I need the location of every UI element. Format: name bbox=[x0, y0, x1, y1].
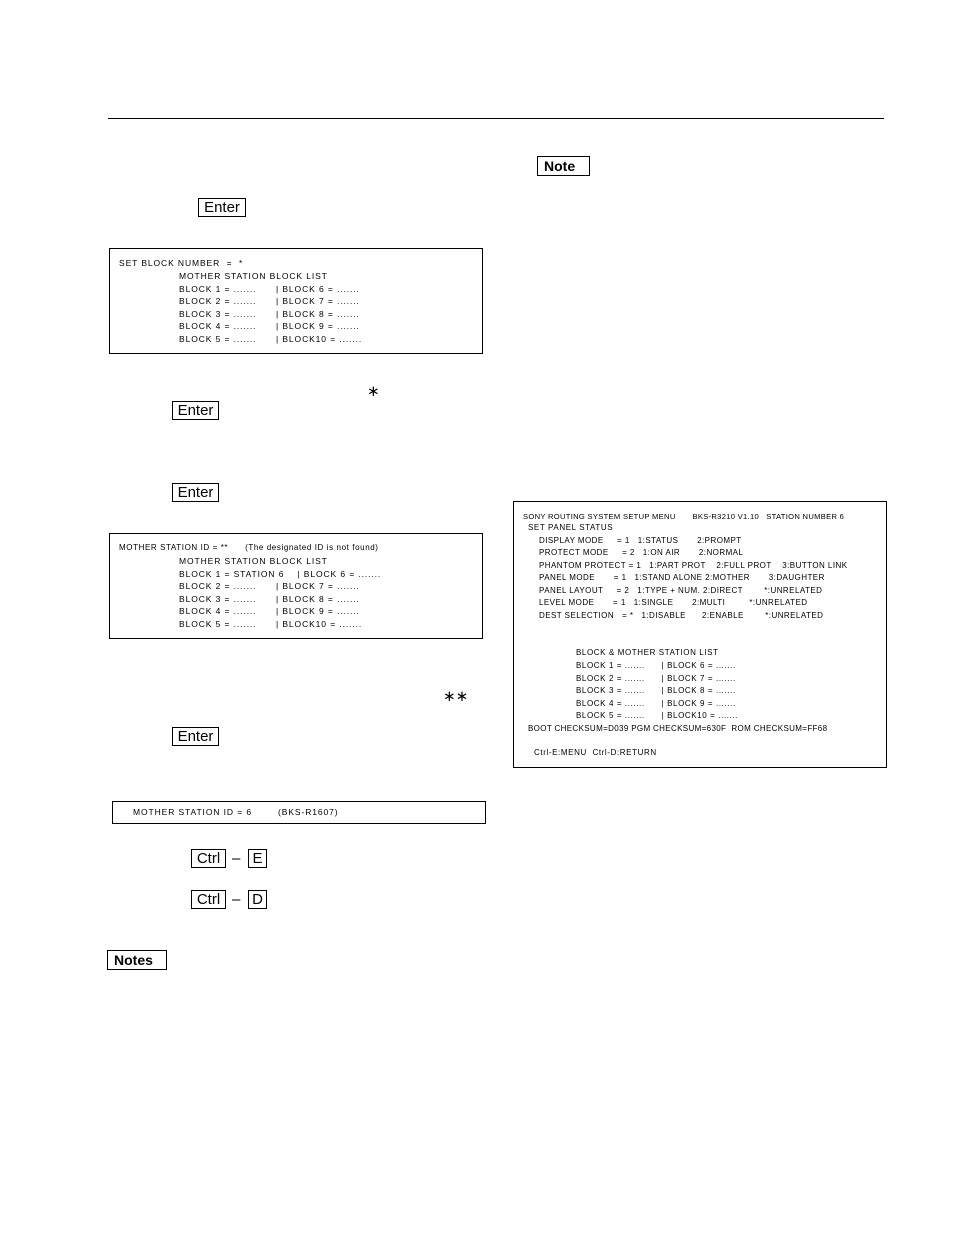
screen-line: SET BLOCK NUMBER = * bbox=[119, 258, 244, 268]
key-combo-dash: – bbox=[232, 891, 241, 908]
screen-line: BLOCK 1 = ....... | BLOCK 6 = ....... bbox=[179, 284, 360, 294]
screen-line: BLOCK 4 = ....... | BLOCK 9 = ....... bbox=[179, 606, 360, 616]
screen-line: PROTECT MODE = 2 1:ON AIR 2:NORMAL bbox=[539, 548, 744, 557]
notes-label: Notes bbox=[107, 950, 167, 970]
screen-line: BLOCK 2 = ....... | BLOCK 7 = ....... bbox=[179, 581, 360, 591]
screen-line: BLOCK 5 = ....... | BLOCK10 = ....... bbox=[179, 619, 363, 629]
screen-line: PANEL LAYOUT = 2 1:TYPE + NUM. 2:DIRECT *:UNRELATED bbox=[539, 586, 823, 595]
header-rule bbox=[108, 118, 884, 119]
asterisk-symbol: ∗ bbox=[367, 382, 380, 400]
screen-line: BLOCK 2 = ....... | BLOCK 7 = ....... bbox=[179, 296, 360, 306]
screen-line: BLOCK 3 = ....... | BLOCK 8 = ....... bbox=[179, 594, 360, 604]
screen-line: MOTHER STATION ID = 6 (BKS-R1607) bbox=[133, 807, 339, 817]
enter-key: Enter bbox=[198, 198, 246, 217]
enter-key: Enter bbox=[172, 401, 219, 420]
screen-line: MOTHER STATION BLOCK LIST bbox=[179, 271, 328, 281]
screen-line: BLOCK 2 = ....... | BLOCK 7 = ....... bbox=[576, 674, 736, 683]
screen-line: BLOCK 4 = ....... | BLOCK 9 = ....... bbox=[576, 699, 736, 708]
screen-line: BLOCK 3 = ....... | BLOCK 8 = ....... bbox=[576, 686, 736, 695]
screen-line: LEVEL MODE = 1 1:SINGLE 2:MULTI *:UNRELATED bbox=[539, 598, 808, 607]
screen-line: Ctrl-E:MENU Ctrl-D:RETURN bbox=[534, 748, 657, 757]
screen-line: SET PANEL STATUS bbox=[528, 523, 614, 532]
screen-line: BLOCK 5 = ....... | BLOCK10 = ....... bbox=[179, 334, 363, 344]
screen-mother-station-result bbox=[112, 801, 486, 824]
screen-line: BLOCK 5 = ....... | BLOCK10 = ....... bbox=[576, 711, 739, 720]
enter-key: Enter bbox=[172, 727, 219, 746]
ctrl-key: Ctrl bbox=[191, 849, 226, 868]
enter-key: Enter bbox=[172, 483, 219, 502]
screen-line: BLOCK 3 = ....... | BLOCK 8 = ....... bbox=[179, 309, 360, 319]
screen-line: BLOCK 1 = STATION 6 | BLOCK 6 = ....... bbox=[179, 569, 382, 579]
screen-line: BLOCK 4 = ....... | BLOCK 9 = ....... bbox=[179, 321, 360, 331]
key-combo-dash: – bbox=[232, 850, 241, 867]
screen-line: BLOCK & MOTHER STATION LIST bbox=[576, 648, 719, 657]
double-asterisk-symbol: ∗∗ bbox=[443, 687, 469, 705]
note-label: Note bbox=[537, 156, 590, 176]
screen-set-block-number bbox=[109, 248, 483, 354]
screen-mother-station-id bbox=[109, 533, 483, 639]
screen-line: MOTHER STATION BLOCK LIST bbox=[179, 556, 328, 566]
screen-line: DEST SELECTION = * 1:DISABLE 2:ENABLE *:UNRELATED bbox=[539, 611, 824, 620]
screen-line: PHANTOM PROTECT = 1 1:PART PROT 2:FULL PROT 3:BUTTON LINK bbox=[539, 561, 848, 570]
screen-line: PANEL MODE = 1 1:STAND ALONE 2:MOTHER 3:DAUGHTER bbox=[539, 573, 825, 582]
screen-line: BLOCK 1 = ....... | BLOCK 6 = ....... bbox=[576, 661, 736, 670]
screen-line: DISPLAY MODE = 1 1:STATUS 2:PROMPT bbox=[539, 536, 742, 545]
screen-line: MOTHER STATION ID = ** (The designated ID is not found) bbox=[119, 543, 379, 552]
d-key: D bbox=[248, 890, 267, 909]
screen-setup-menu bbox=[513, 501, 887, 768]
screen-line: SONY ROUTING SYSTEM SETUP MENU BKS-R3210 V1.10 STATION NUMBER 6 bbox=[523, 512, 845, 521]
screen-line: BOOT CHECKSUM=D039 PGM CHECKSUM=630F ROM CHECKSUM=FF68 bbox=[528, 724, 828, 733]
ctrl-key: Ctrl bbox=[191, 890, 226, 909]
e-key: E bbox=[248, 849, 267, 868]
